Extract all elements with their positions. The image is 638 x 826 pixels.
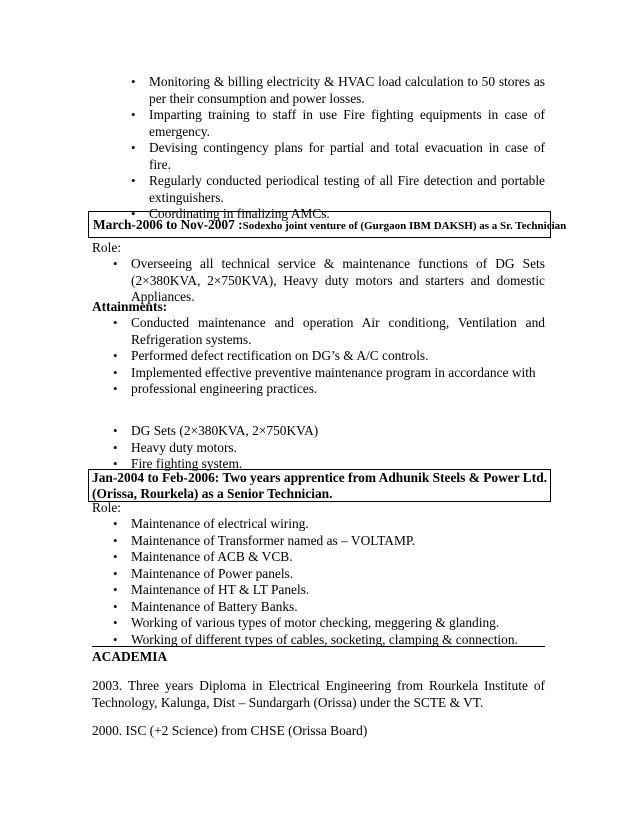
job-header-text: Jan-2004 to Feb-2006: Two years apprentice from Adhunik Steels & Power Ltd. (Orissa, Rourkela) as a Senior Technician. <box>92 470 547 501</box>
list-item: • DG Sets (2×380KVA, 2×750KVA) <box>131 423 545 440</box>
list-item: • Maintenance of ACB & VCB. <box>131 549 545 566</box>
equipment-list <box>131 423 545 473</box>
list-item: • Devising contingency plans for partial and total evacuation in case of fire. <box>149 140 545 173</box>
attainments-label: Attainments: <box>92 299 168 314</box>
list-item: • Working of various types of motor checking, meggering & glanding. <box>131 615 545 632</box>
academia-entry: 2000. ISC (+2 Science) from CHSE (Orissa Board) <box>92 723 368 738</box>
list-item: • Maintenance of HT & LT Panels. <box>131 582 545 599</box>
job-date-range: March-2006 to Nov-2007 : <box>93 217 243 232</box>
role-label: Role: <box>92 500 122 515</box>
attainments-list <box>131 315 545 398</box>
list-item: • Monitoring & billing electricity & HVAC load calculation to 50 stores as per their consumption and power losses. <box>149 74 545 107</box>
job-header-sodexho <box>88 211 567 238</box>
list-item: • Working of different types of cables, socketing, clamping & connection. <box>131 632 545 649</box>
list-item: • Coordinating in finalizing AMCs. <box>149 206 545 223</box>
academia-heading: ACADEMIA <box>92 649 168 664</box>
role-list <box>131 256 545 306</box>
section-divider <box>92 646 545 647</box>
role-label: Role: <box>92 240 122 255</box>
list-item: • Maintenance of Transformer named as – VOLTAMP. <box>131 533 545 550</box>
list-item: • Maintenance of electrical wiring. <box>131 516 545 533</box>
list-item: • Implemented effective preventive maintenance program in accordance with <box>131 365 545 382</box>
list-item: • Overseeing all technical service & maintenance functions of DG Sets (2×380KVA, 2×750KVA), Heavy duty motors and starters and domestic Appliances. <box>131 256 545 306</box>
list-item: • professional engineering practices. <box>131 381 545 398</box>
job-company: Sodexho joint venture of (Gurgaon IBM DAKSH) as a Sr. Technician <box>242 220 567 232</box>
academia-entry: 2003. Three years Diploma in Electrical Engineering from Rourkela Institute of Technology, Kalunga, Dist – Sundargarh (Orissa) under the SCTE & VT. <box>92 678 545 710</box>
responsibilities-list <box>149 74 545 223</box>
list-item: • Fire fighting system. <box>131 456 545 473</box>
list-item: • Maintenance of Power panels. <box>131 566 545 583</box>
job-header-adhunik <box>88 469 551 502</box>
list-item: • Regularly conducted periodical testing of all Fire detection and portable extinguishers. <box>149 173 545 206</box>
list-item: • Performed defect rectification on DG’s & A/C controls. <box>131 348 545 365</box>
list-item: • Maintenance of Battery Banks. <box>131 599 545 616</box>
list-item: • Heavy duty motors. <box>131 440 545 457</box>
list-item: • Imparting training to staff in use Fire fighting equipments in case of emergency. <box>149 107 545 140</box>
list-item: • Conducted maintenance and operation Air conditiong, Ventilation and Refrigeration systems. <box>131 315 545 348</box>
role-list <box>131 516 545 648</box>
